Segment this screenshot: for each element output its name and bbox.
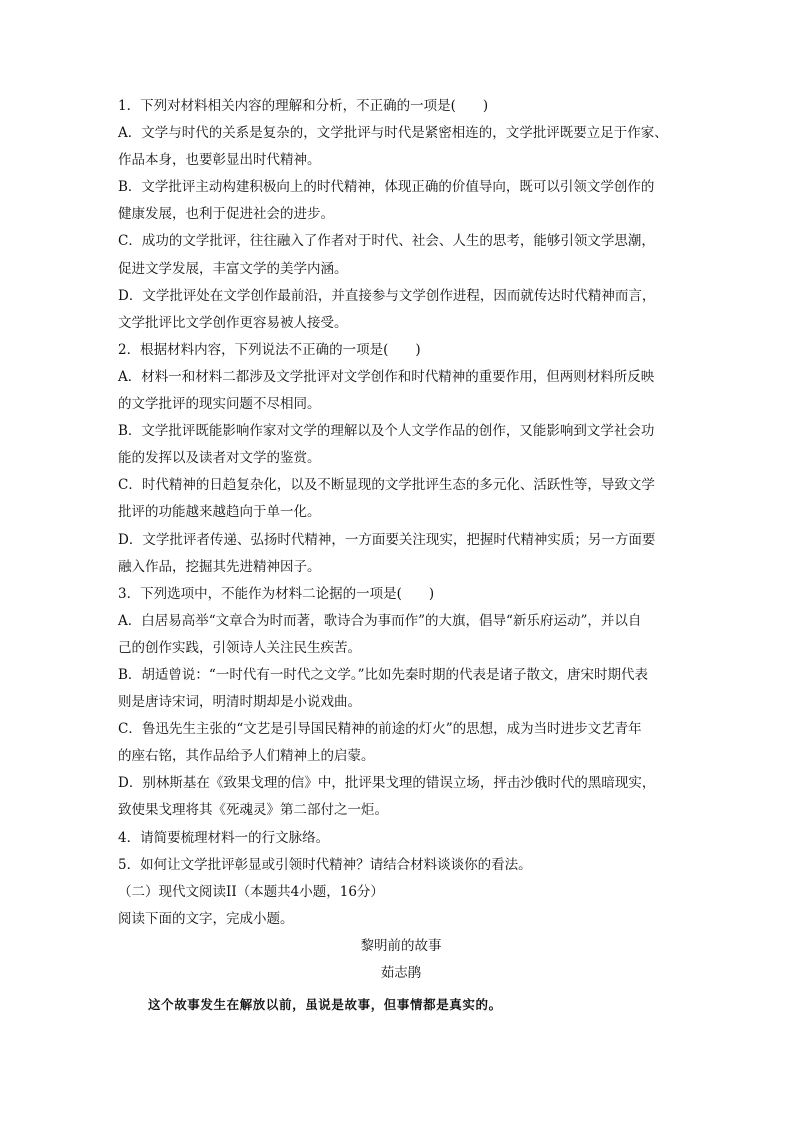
question-1-option-c: C．成功的文学批评，往往融入了作者对于时代、社会、人生的思考，能够引领文学思潮， [118,233,655,250]
question-1-option-c-cont: 促进文学发展，丰富文学的美学内涵。 [118,260,348,277]
question-3-option-b: B．胡适曾说：“一时代有一时代之文学。”比如先秦时期的代表是诸子散文，唐宋时期代表 [118,666,648,683]
question-2-option-d: D．文学批评者传递、弘扬时代精神，一方面要关注现实，把握时代精神实质；另一方面要 [118,531,656,548]
question-3-option-c: C．鲁迅先生主张的“文艺是引导国民精神的前途的灯火”的思想，成为当时进步文艺青年 [118,721,642,738]
question-1-option-a: A．文学与时代的关系是复杂的，文学批评与时代是紧密相连的，文学批评既要立足于作家、 [118,125,668,142]
reading-instruction: 阅读下面的文字，完成小题。 [118,910,294,927]
question-2-option-b-cont: 能的发挥以及读者对文学的鉴赏。 [118,450,321,467]
question-2-option-c-cont: 批评的功能越来越趋向于单一化。 [118,504,321,521]
story-intro: 这个故事发生在解放以前，虽说是故事，但事情都是真实的。 [148,997,502,1012]
question-1-stem: 1．下列对材料相关内容的理解和分析，不正确的一项是( ) [118,98,489,114]
story-title: 黎明前的故事 [360,937,442,954]
question-1-option-a-cont: 作品本身，也要彰显出时代精神。 [118,152,321,169]
question-4-stem: 4．请简要梳理材料一的行文脉络。 [118,829,330,846]
document-body [118,93,684,987]
question-3-option-c-cont: 的座右铭，其作品给予人们精神上的启蒙。 [118,748,375,765]
section-heading: （二）现代文阅读II（本题共4小题，16分） [118,883,384,900]
question-2-stem: 2．根据材料内容，下列说法不正确的一项是( ) [118,341,421,358]
question-2-option-a: A．材料一和材料二都涉及文学批评对文学创作和时代精神的重要作用，但两则材料所反映 [118,368,655,385]
question-2-option-b: B．文学批评既能影响作家对文学的理解以及个人文学作品的创作，又能影响到文学社会功 [118,423,655,440]
question-2-option-c: C．时代精神的日趋复杂化，以及不断显现的文学批评生态的多元化、活跃性等，导致文学 [118,477,655,494]
question-3-option-a: A．白居易高举“文章合为时而著，歌诗合为事而作”的大旗，倡导“新乐府运动”，并以自 [118,612,642,629]
question-3-option-d: D．别林斯基在《致果戈理的信》中，批评果戈理的错误立场，抨击沙俄时代的黑暗现实， [118,775,656,792]
story-author: 茹志鹃 [380,965,422,981]
question-5-stem: 5．如何让文学批评彰显或引领时代精神？请结合材料谈谈你的看法。 [118,856,532,873]
question-1-option-d: D．文学批评处在文学创作最前沿，并直接参与文学创作进程，因而就传达时代精神而言， [118,287,656,304]
question-1-option-d-cont: 文学批评比文学创作更容易被人接受。 [118,314,348,331]
question-3-stem: 3．下列选项中，不能作为材料二论据的一项是( ) [118,585,435,602]
question-1-option-b-cont: 健康发展，也利于促进社会的进步。 [118,206,334,223]
question-3-option-d-cont: 致使果戈理将其《死魂灵》第二部付之一炬。 [118,802,388,819]
question-1-option-b: B．文学批评主动构建积极向上的时代精神，体现正确的价值导向，既可以引领文学创作的 [118,179,655,196]
question-3-option-a-cont: 己的创作实践，引领诗人关注民生疾苦。 [118,639,361,656]
question-3-option-b-cont: 则是唐诗宋词，明清时期却是小说戏曲。 [118,694,361,711]
question-2-option-a-cont: 的文学批评的现实问题不尽相同。 [118,396,321,413]
question-2-option-d-cont: 融入作品，挖掘其先进精神因子。 [118,558,321,575]
